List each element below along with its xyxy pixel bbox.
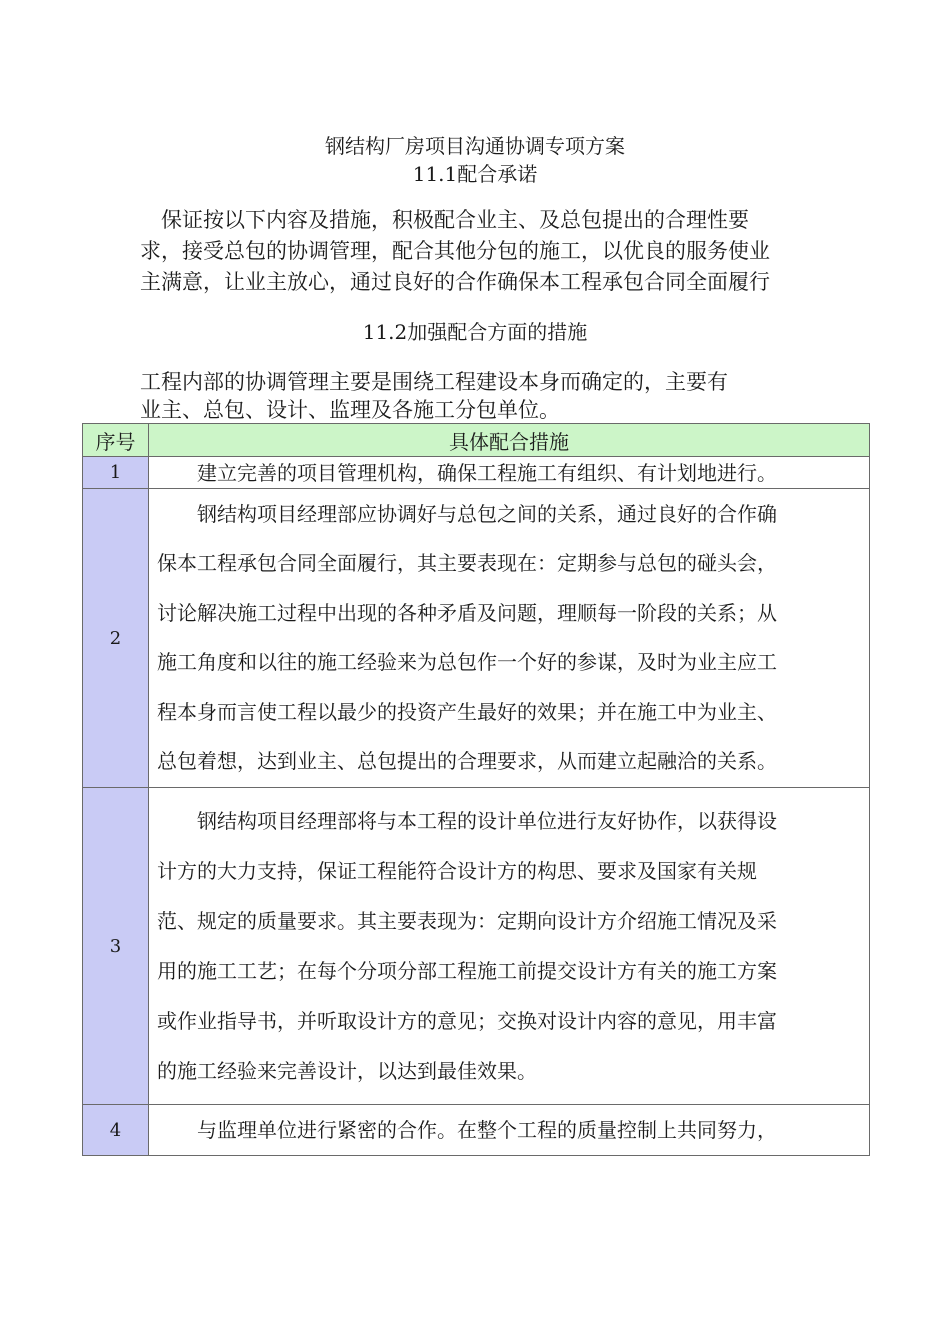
paragraph-line: 求，接受总包的协调管理，配合其他分包的施工，以优良的服务使业 (140, 239, 770, 263)
section-heading-2: 11.2加强配合方面的措施 (362, 320, 588, 344)
row-text-line: 钢结构项目经理部应协调好与总包之间的关系，通过良好的合作确 (157, 501, 777, 526)
row-text-line: 用的施工工艺；在每个分项分部工程施工前提交设计方有关的施工方案 (157, 959, 777, 983)
section-1-paragraph (140, 205, 830, 298)
row-number-cell: 2 (83, 489, 149, 788)
header-cell-measures: 具体配合措施 (149, 424, 870, 457)
paragraph-line: 业主、总包、设计、监理及各施工分包单位。 (140, 398, 560, 422)
header-cell-number: 序号 (83, 424, 149, 457)
row-text-line: 与监理单位进行紧密的合作。在整个工程的质量控制上共同努力， (157, 1118, 777, 1142)
table-row (83, 457, 870, 489)
section-heading-1: 11.1配合承诺 (412, 162, 538, 186)
row-text-line: 范、规定的质量要求。其主要表现为：定期向设计方介绍施工情况及采 (157, 909, 777, 933)
row-text-line: 保本工程承包合同全面履行，其主要表现在：定期参与总包的碰头会， (157, 551, 777, 575)
row-text-line: 计方的大力支持，保证工程能符合设计方的构思、要求及国家有关规 (157, 859, 757, 883)
table-row (83, 1105, 870, 1156)
row-text-cell (149, 788, 870, 1105)
measures-table (82, 423, 870, 1156)
section-2-paragraph (140, 368, 830, 424)
row-text-line: 或作业指导书，并听取设计方的意见；交换对设计内容的意见，用丰富 (157, 1009, 777, 1033)
row-text-line: 的施工经验来完善设计，以达到最佳效果。 (157, 1059, 537, 1083)
row-text-line: 总包着想，达到业主、总包提出的合理要求，从而建立起融洽的关系。 (157, 749, 777, 773)
paragraph-line: 工程内部的协调管理主要是围绕工程建设本身而确定的，主要有 (140, 370, 728, 394)
paragraph-line: 保证按以下内容及措施，积极配合业主、及总包提出的合理性要 (140, 208, 749, 232)
row-text-cell (149, 457, 870, 489)
row-text-cell (149, 1105, 870, 1156)
row-number-cell: 3 (83, 788, 149, 1105)
document-title: 钢结构厂房项目沟通协调专项方案 (325, 134, 625, 158)
table-header-row (83, 424, 870, 457)
row-text-cell (149, 489, 870, 788)
row-number-cell: 1 (83, 457, 149, 489)
table-row (83, 788, 870, 1105)
paragraph-line: 主满意，让业主放心，通过良好的合作确保本工程承包合同全面履行 (140, 270, 770, 294)
row-text-line: 建立完善的项目管理机构，确保工程施工有组织、有计划地进行。 (157, 460, 777, 485)
row-text-line: 施工角度和以往的施工经验来为总包作一个好的参谋，及时为业主应工 (157, 650, 777, 674)
row-number-cell: 4 (83, 1105, 149, 1156)
table-row (83, 489, 870, 788)
row-text-line: 讨论解决施工过程中出现的各种矛盾及问题，理顺每一阶段的关系；从 (157, 600, 777, 625)
row-text-line: 程本身而言使工程以最少的投资产生最好的效果；并在施工中为业主、 (157, 699, 777, 724)
row-text-line: 钢结构项目经理部将与本工程的设计单位进行友好协作，以获得设 (157, 809, 777, 833)
